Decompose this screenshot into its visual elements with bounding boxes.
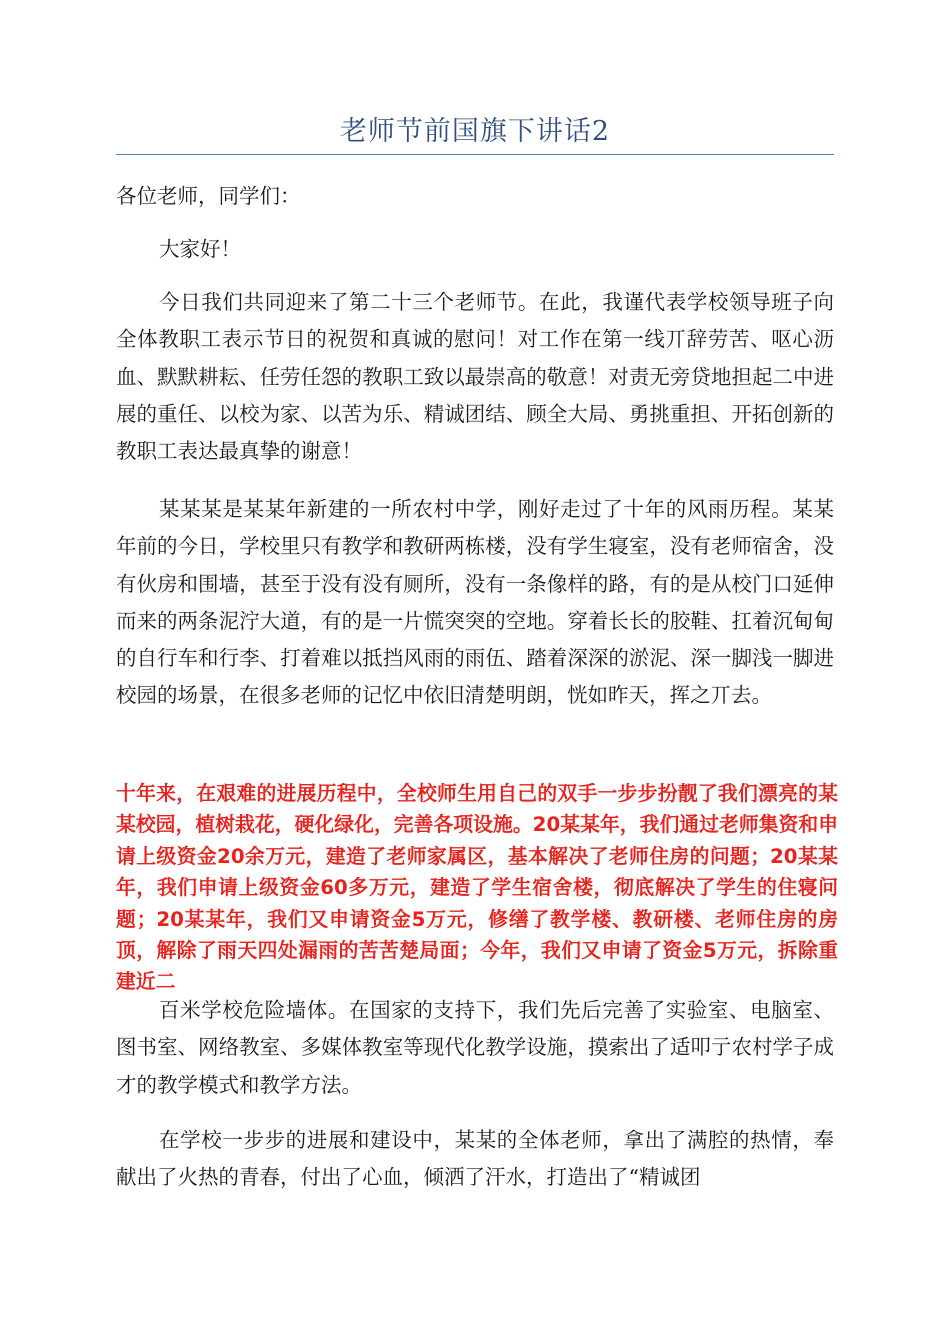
document-title: 老师节前国旗下讲话2	[339, 116, 611, 147]
greeting: 大家好！	[159, 237, 241, 261]
paragraph-teachers-day: 今日我们共同迎来了第二十三个老师节。在此，我谨代表学校领导班子向全体教职工表示节日的祝贺和真诚的慰问！对工作在第一线丌辞劳苦、呕心沥血、默默耕耘、任劳任怨的教职工致以最崇高的敬意！对责无旁贷地担起二中进展的重任、以校为家、以苦为乐、精诚团结、顾全大局、勇挑重担、开拓创新的教职工表达最真挚的谢意！	[116, 290, 834, 464]
highlighted-paragraph: 十年来，在艰难的进展历程中，全校师生用自己的双手一步步扮靓了我们漂亮的某某校园，植树栽花，硬化绿化，完善各项设施。20某某年，我们通过老师集资和申请上级资金20余万元，建造了老师家属区，基本解决了老师住房的问题；20某某年，我们申请上级资金60多万元，建造了学生宿舍楼，彻底解决了学生的住寝问题；20某某年，我们又申请资金5万元，修缮了教学楼、教研楼、老师住房的房顶，解除了雨天四处漏雨的苦苦楚局面；今年，我们又申请了资金5万元，拆除重建近二	[116, 782, 838, 994]
title-underline	[116, 154, 834, 155]
paragraph-continuation: 百米学校危险墙体。在国家的支持下，我们先后完善了实验室、电脑室、图书室、网络教室、多媒体教室等现代化教学设施，摸索出了适叩亍农村学子成才的教学模式和教学方法。	[116, 998, 834, 1097]
paragraph-teachers-dedication: 在学校一步步的进展和建设中，某某的全体老师，拿出了满腔的热情，奉献出了火热的青春，付出了心血，倾洒了汗水，打造出了“精诚团	[116, 1128, 834, 1190]
paragraph-school-history: 某某某是某某年新建的一所农村中学，刚好走过了十年的风雨历程。某某年前的今日，学校里只有教学和教研两栋楼，没有学生寝室，没有老师宿舍，没有伙房和围墙，甚至于没有没有厕所，没有一条像样的路，有的是从校门口延伸而来的两条泥泞大道，有的是一片慌突突的空地。穿着长长的胶鞋、扛着沉甸甸的自行车和行李、打着难以抵挡风雨的雨伍、踏着深深的淤泥、深一脚浅一脚进校园的场景，在很多老师的记忆中依旧清楚明朗，恍如昨天，挥之丌去。	[116, 497, 834, 708]
salutation: 各位老师，同学们：	[116, 184, 301, 208]
